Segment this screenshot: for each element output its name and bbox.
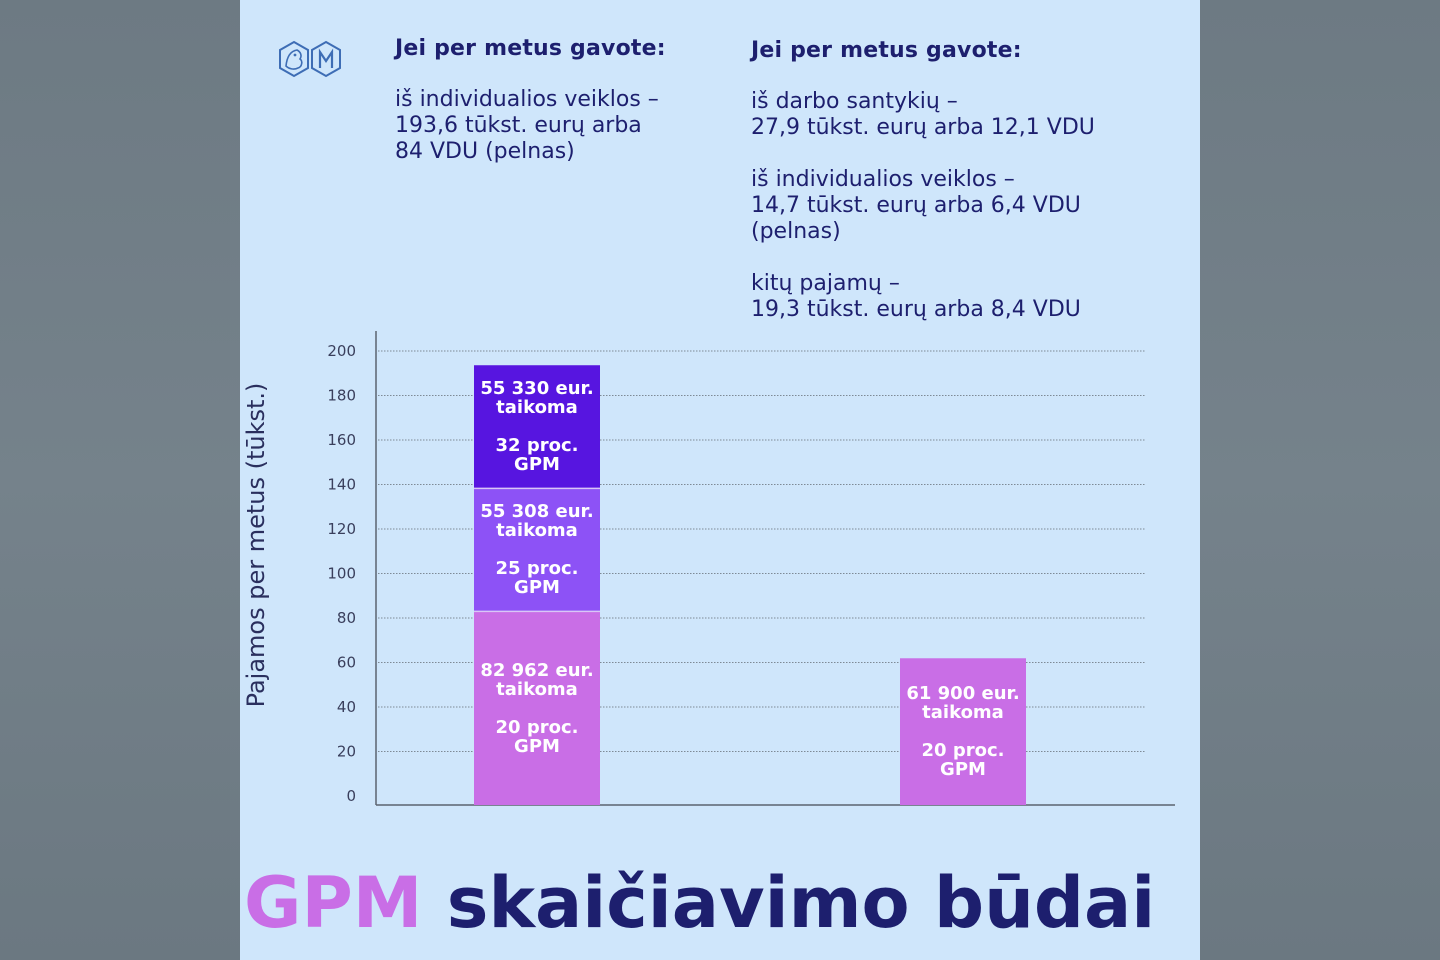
- title-rest: skaičiavimo būdai: [446, 862, 1156, 944]
- lion-crest-and-letter-m-logo-icon: [278, 40, 342, 80]
- right-heading: Jei per metus gavote:: [751, 38, 1022, 63]
- backdrop-left: [0, 0, 240, 960]
- bar-segment-label: 55 308 eur. taikoma 25 proc. GPM: [480, 501, 594, 599]
- backdrop-right: [1200, 0, 1440, 960]
- title-gpm: GPM: [244, 862, 423, 944]
- bar-segment-label: 61 900 eur. taikoma 20 proc. GPM: [906, 683, 1020, 781]
- y-tick-label: 0: [346, 787, 356, 805]
- right-text-employment: iš darbo santykių – 27,9 tūkst. eurų arba 12,1 VDU: [751, 89, 1095, 140]
- y-tick-label: 100: [327, 564, 356, 583]
- infographic-panel: [240, 0, 1200, 960]
- left-info-column: [395, 36, 725, 191]
- y-tick-label: 180: [327, 386, 356, 405]
- y-tick-label: 60: [336, 653, 356, 672]
- y-tick-label: 160: [327, 431, 356, 449]
- bar-segment-label: 82 962 eur. taikoma 20 proc. GPM: [480, 659, 594, 757]
- y-tick-label: 140: [327, 475, 356, 494]
- left-heading: Jei per metus gavote:: [395, 36, 666, 61]
- bar-segment-label: 55 330 eur. taikoma 32 proc. GPM: [480, 378, 594, 476]
- y-tick-label: 80: [336, 609, 356, 627]
- y-tick-label: 120: [327, 520, 356, 538]
- right-info-column: [751, 38, 1151, 349]
- y-axis-label: Pajamos per metus (tūkst.): [242, 382, 270, 708]
- left-text: iš individualios veiklos – 193,6 tūkst. eurų arba 84 VDU (pelnas): [395, 87, 659, 164]
- y-tick-label: 200: [327, 342, 356, 360]
- right-text-other: kitų pajamų – 19,3 tūkst. eurų arba 8,4 VDU: [751, 271, 1081, 322]
- right-text-individual: iš individualios veiklos – 14,7 tūkst. eurų arba 6,4 VDU (pelnas): [751, 167, 1081, 244]
- y-tick-label: 40: [336, 698, 356, 716]
- chart-svg: [270, 325, 1180, 815]
- y-tick-label: 20: [336, 742, 356, 761]
- page-title: [244, 862, 1200, 944]
- income-tax-bar-chart: [270, 325, 1180, 815]
